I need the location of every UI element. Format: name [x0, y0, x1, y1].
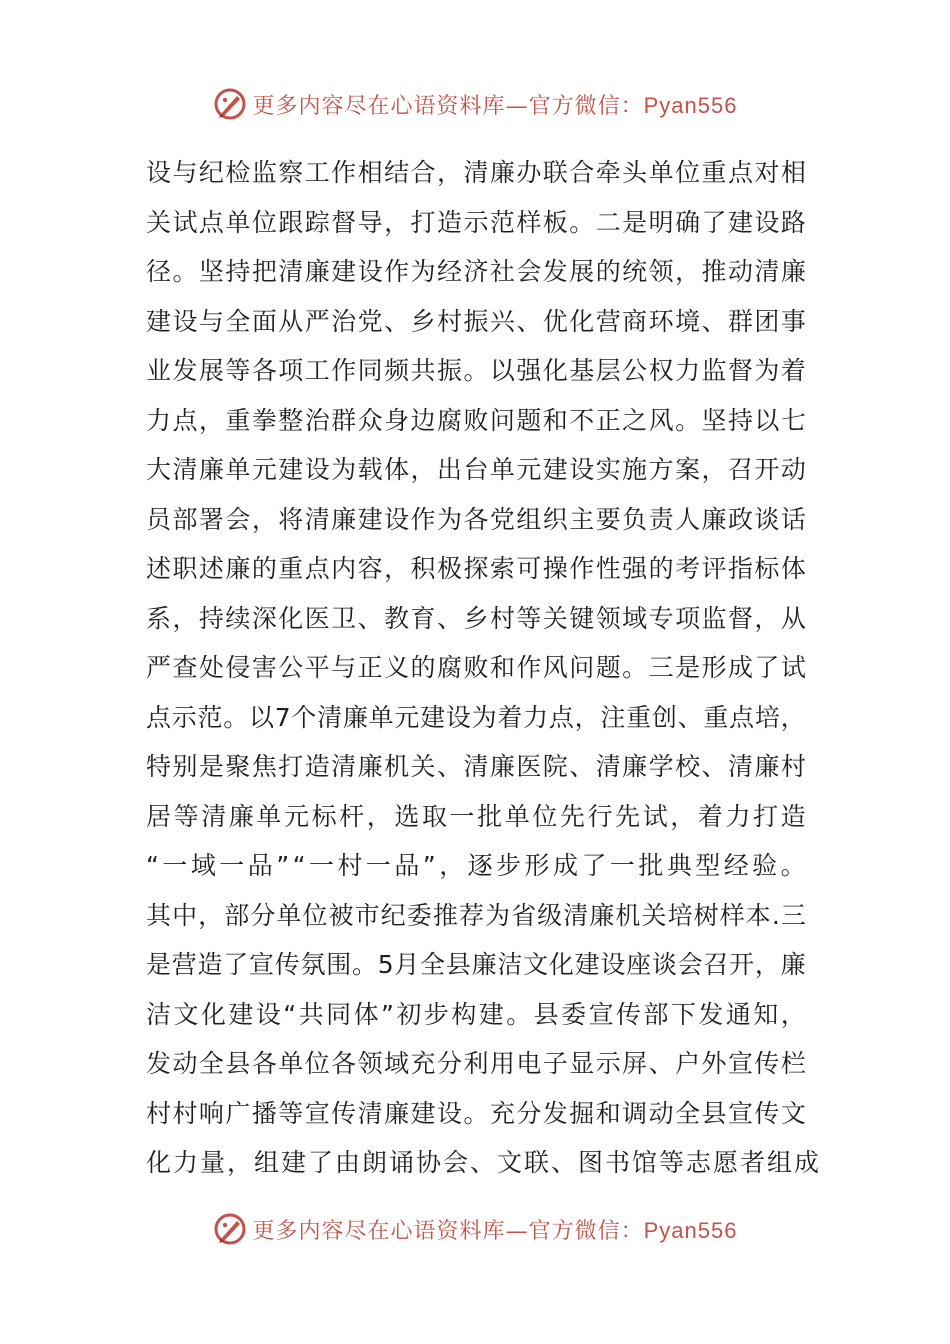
- header-watermark: [0, 84, 950, 124]
- text-line: 员 部 署 会 ， 将 清 廉 建 设 作 为 各 党 组 织 主 要 负 责 人 廉 政 谈 话: [146, 504, 806, 534]
- text-line: 大 清 廉 单 元 建 设 为 载 体 ， 出 台 单 元 建 设 实 施 方 案 ， 召 开 动: [146, 455, 806, 484]
- wechat-id: Pyan556: [643, 1217, 738, 1243]
- text-line: 村 村 响 广 播 等 宣 传 清 廉 建 设 。 充 分 发 掘 和 调 动 全 县 宣 传 文: [146, 1098, 806, 1128]
- wechat-label: 官方微信：: [528, 93, 644, 119]
- text-line: 居 等 清 廉 单 元 标 杆 ， 选 取 一 批 单 位 先 行 先 试 ， 着 力 打 造: [146, 801, 806, 831]
- text-line: 特 别 是 聚 焦 打 造 清 廉 机 关 、 清 廉 医 院 、 清 廉 学 校 、 清 廉 村: [146, 752, 806, 781]
- text-line: 点 示 范 。 以 7 个 清 廉 单 元 建 设 为 着 力 点 ， 注 重 创 、 重 点 培 ，: [146, 702, 806, 732]
- watermark-title: 更多内容尽在心语资料库: [252, 93, 506, 119]
- text-line: 系 ， 持 续 深 化 医 卫 、 教 育 、 乡 村 等 关 键 领 域 专 项 监 督 ， 从: [146, 603, 806, 633]
- text-line: 力 点 ， 重 拳 整 治 群 众 身 边 腐 败 问 题 和 不 正 之 风 。 坚 持 以 七: [146, 405, 806, 435]
- text-line: 建 设 与 全 面 从 严 治 党 、 乡 村 振 兴 、 优 化 营 商 环 境 、 群 团 事: [146, 306, 806, 336]
- text-line: 化力量，组建了由朗诵协会、文联、图书馆等志愿者组成: [146, 1148, 822, 1177]
- body-paragraph: [146, 148, 822, 1188]
- text-line: 述 职 述 廉 的 重 点 内 容 ， 积 极 探 索 可 操 作 性 强 的 考 评 指 标 体: [146, 554, 806, 583]
- text-line: 是 营 造 了 宣 传 氛 围 。 5 月 全 县 廉 洁 文 化 建 设 座 谈 会 召 开 ， 廉: [146, 950, 806, 979]
- text-line: 洁 文 化 建 设 “ 共 同 体 ” 初 步 构 建 。 县 委 宣 传 部 下 发 通 知 ，: [146, 999, 806, 1029]
- text-line: 其 中 ， 部 分 单 位 被 市 纪 委 推 荐 为 省 级 清 廉 机 关 培 树 样 本 . 三: [146, 900, 806, 930]
- wechat-id: Pyan556: [643, 92, 738, 118]
- text-line: 严 查 处 侵 害 公 平 与 正 义 的 腐 败 和 作 风 问 题 。 三 是 形 成 了 试: [146, 653, 806, 682]
- pen-logo-icon: [213, 1212, 247, 1246]
- watermark-text: [253, 1214, 738, 1245]
- footer-watermark: [0, 1209, 950, 1249]
- watermark-separator: —: [505, 93, 529, 119]
- watermark-separator: —: [505, 1218, 529, 1244]
- text-line: 设 与 纪 检 监 察 工 作 相 结 合 ， 清 廉 办 联 合 牵 头 单 位 重 点 对 相: [146, 158, 806, 187]
- text-line: 业 发 展 等 各 项 工 作 同 频 共 振 。 以 强 化 基 层 公 权 力 监 督 为 着: [146, 356, 806, 385]
- wechat-label: 官方微信：: [528, 1218, 644, 1244]
- watermark-text: [253, 89, 738, 120]
- watermark-title: 更多内容尽在心语资料库: [252, 1218, 506, 1244]
- pen-logo-icon: [213, 87, 247, 121]
- text-line: 关 试 点 单 位 跟 踪 督 导 ， 打 造 示 范 样 板 。 二 是 明 确 了 建 设 路: [146, 207, 806, 237]
- text-line: “ 一 域 一 品 ” “ 一 村 一 品 ” ， 逐 步 形 成 了 一 批 典 型 经 验 。: [146, 851, 806, 880]
- text-line: 发 动 全 县 各 单 位 各 领 域 充 分 利 用 电 子 显 示 屏 、 户 外 宣 传 栏: [146, 1049, 806, 1078]
- text-line: 径 。 坚 持 把 清 廉 建 设 作 为 经 济 社 会 发 展 的 统 领 ， 推 动 清 廉: [146, 257, 806, 286]
